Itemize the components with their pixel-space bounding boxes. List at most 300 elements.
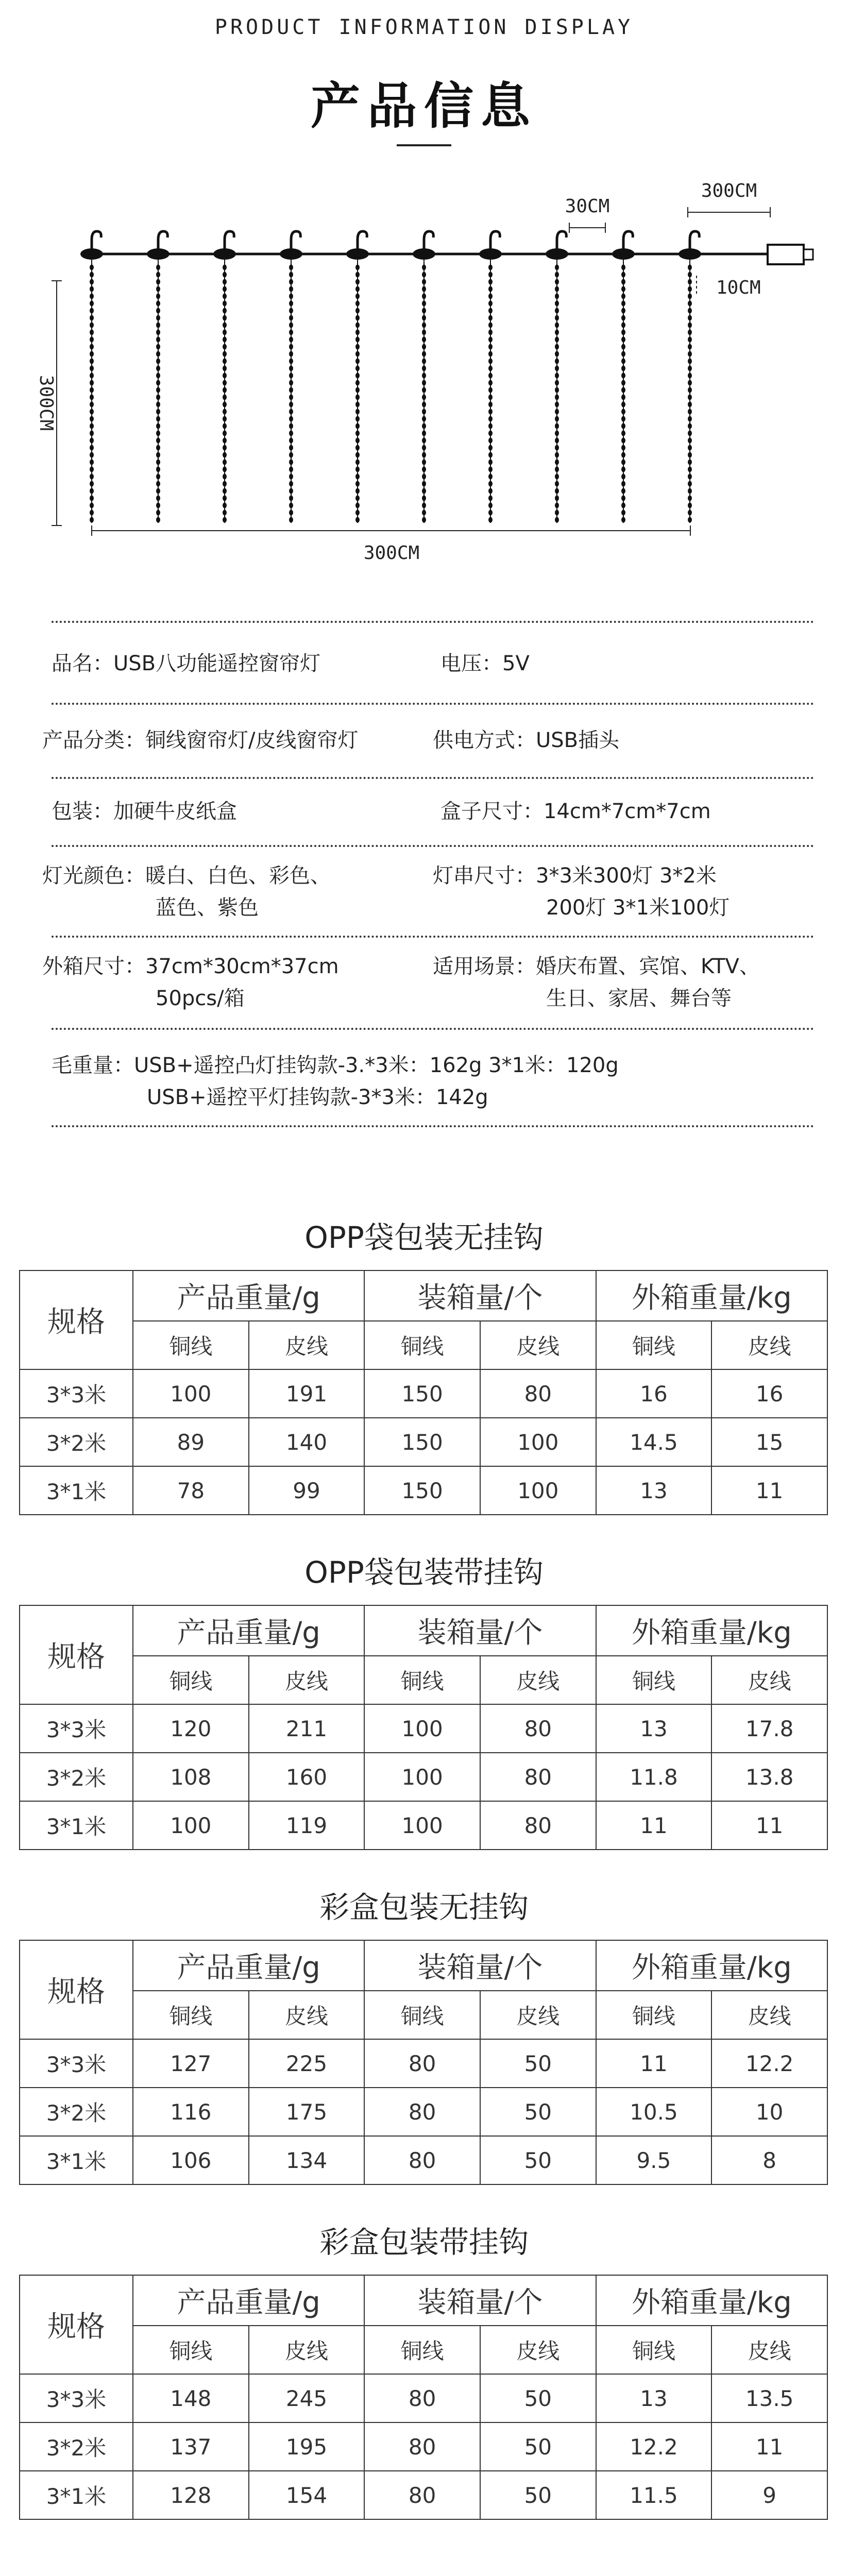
led-bead <box>488 481 493 487</box>
led-bead <box>289 460 293 465</box>
led-bead <box>488 351 493 357</box>
led-bead <box>90 359 94 364</box>
led-bead <box>688 460 692 465</box>
sub-header-leather: 皮线 <box>480 2326 596 2374</box>
spec-packing: 包装：加硬牛皮纸盒 <box>52 800 237 823</box>
led-bead <box>688 517 692 523</box>
led-bead <box>355 488 360 494</box>
led-bead <box>488 460 493 465</box>
led-bead <box>355 344 360 350</box>
hook-icon <box>158 231 167 250</box>
led-bead <box>156 272 160 278</box>
sub-header-copper: 铜线 <box>133 2326 249 2374</box>
sub-header-copper: 铜线 <box>596 2326 712 2374</box>
led-bead <box>156 323 160 328</box>
led-bead <box>223 474 227 480</box>
led-bead <box>621 402 625 408</box>
led-bead <box>90 438 94 444</box>
led-bead <box>488 488 493 494</box>
col-header-carton-weight: 外箱重量/kg <box>596 2275 827 2326</box>
led-bead <box>688 380 692 386</box>
led-bead <box>422 323 426 328</box>
led-bead <box>355 323 360 328</box>
led-bead <box>289 423 293 429</box>
led-bead <box>621 474 625 480</box>
led-bead <box>555 438 559 444</box>
packaging-table <box>19 1940 828 2185</box>
sub-header-copper: 铜线 <box>596 1656 712 1704</box>
led-bead <box>688 474 692 480</box>
led-bead <box>422 431 426 436</box>
led-bead <box>289 359 293 364</box>
led-bead <box>156 286 160 292</box>
led-bead <box>488 452 493 458</box>
led-bead <box>90 286 94 292</box>
led-bead <box>422 474 426 480</box>
led-bead <box>90 294 94 299</box>
led-bead <box>90 308 94 314</box>
led-bead <box>488 373 493 379</box>
led-bead <box>223 467 227 472</box>
led-bead <box>555 380 559 386</box>
led-bead <box>488 380 493 386</box>
led-bead <box>688 351 692 357</box>
led-bead <box>488 294 493 299</box>
led-bead <box>621 359 625 364</box>
led-bead <box>621 294 625 299</box>
led-bead <box>90 351 94 357</box>
led-bead <box>621 503 625 509</box>
sub-header-copper: 铜线 <box>596 1991 712 2039</box>
led-bead <box>621 380 625 386</box>
led-bead <box>688 445 692 451</box>
led-bead <box>90 395 94 400</box>
led-bead <box>488 315 493 321</box>
led-bead <box>223 438 227 444</box>
led-bead <box>156 467 160 472</box>
led-bead <box>156 438 160 444</box>
led-bead <box>156 337 160 343</box>
col-header-weight: 产品重量/g <box>133 1940 364 1991</box>
led-bead <box>223 351 227 357</box>
led-bead <box>555 402 559 408</box>
led-bead <box>355 409 360 415</box>
spec-row <box>42 703 814 777</box>
led-bead <box>621 488 625 494</box>
led-bead <box>555 416 559 422</box>
led-bead <box>156 402 160 408</box>
table-title: 彩盒包装带挂钩 <box>319 2225 529 2260</box>
led-bead <box>555 387 559 393</box>
led-bead <box>289 344 293 350</box>
sub-header-leather: 皮线 <box>249 1321 365 1369</box>
led-bead <box>422 488 426 494</box>
led-bead <box>621 272 625 278</box>
spec-row <box>42 845 814 936</box>
led-bead <box>688 286 692 292</box>
led-bead <box>289 301 293 307</box>
led-bead <box>355 467 360 472</box>
led-bead <box>621 351 625 357</box>
led-bead <box>355 380 360 386</box>
table-title: OPP袋包装带挂钩 <box>304 1555 544 1590</box>
led-bead <box>688 503 692 509</box>
led-bead <box>156 279 160 285</box>
led-bead <box>289 323 293 328</box>
led-bead <box>555 423 559 429</box>
led-bead <box>289 431 293 436</box>
led-bead <box>488 279 493 285</box>
led-bead <box>422 452 426 458</box>
led-bead <box>422 301 426 307</box>
light-strand <box>147 231 169 523</box>
led-bead <box>355 294 360 299</box>
spec-box-size: 盒子尺寸：14cm*7cm*7cm <box>440 800 711 823</box>
packaging-table <box>19 2275 828 2520</box>
led-bead <box>355 431 360 436</box>
table-row: 3*1米 128 154 80 50 11.5 9 <box>20 2471 827 2519</box>
led-bead <box>555 452 559 458</box>
led-bead <box>156 344 160 350</box>
light-strand <box>213 231 236 523</box>
led-bead <box>156 474 160 480</box>
table-row: 3*2米 89 140 150 100 14.5 15 <box>20 1418 827 1466</box>
led-bead <box>422 359 426 364</box>
led-bead <box>621 496 625 501</box>
table-row: 3*3米 127 225 80 50 11 12.2 <box>20 2039 827 2088</box>
led-bead <box>688 431 692 436</box>
led-bead <box>621 315 625 321</box>
col-header-spec: 规格 <box>20 1605 133 1704</box>
led-bead <box>355 359 360 364</box>
led-bead <box>422 337 426 343</box>
led-bead <box>223 423 227 429</box>
led-bead <box>688 373 692 379</box>
led-bead <box>422 467 426 472</box>
led-bead <box>688 387 692 393</box>
spec-gross-weight: 毛重量：USB+遥控凸灯挂钩款-3.*3米：162g 3*1米：120g USB+遥控平灯挂钩款-3*3米：142g <box>52 1054 619 1109</box>
led-bead <box>422 510 426 516</box>
led-bead <box>355 423 360 429</box>
led-bead <box>621 387 625 393</box>
sub-header-leather: 皮线 <box>711 1321 827 1369</box>
led-bead <box>355 315 360 321</box>
led-bead <box>355 402 360 408</box>
led-bead <box>621 431 625 436</box>
table-row: 3*2米 116 175 80 50 10.5 10 <box>20 2088 827 2136</box>
led-bead <box>289 409 293 415</box>
led-bead <box>90 387 94 393</box>
hook-icon <box>490 231 500 250</box>
sub-header-leather: 皮线 <box>480 1321 596 1369</box>
led-bead <box>223 265 227 270</box>
led-bead <box>223 402 227 408</box>
led-bead <box>621 395 625 400</box>
led-bead <box>355 286 360 292</box>
led-bead <box>488 387 493 393</box>
led-bead <box>621 265 625 270</box>
led-bead <box>289 265 293 270</box>
spec-list <box>42 621 814 1127</box>
light-strand <box>280 231 302 523</box>
led-bead <box>555 366 559 371</box>
led-bead <box>488 467 493 472</box>
led-bead <box>688 301 692 307</box>
led-bead <box>223 323 227 328</box>
led-bead <box>488 423 493 429</box>
led-bead <box>223 279 227 285</box>
led-bead <box>555 359 559 364</box>
led-bead <box>422 373 426 379</box>
led-bead <box>289 279 293 285</box>
led-bead <box>688 395 692 400</box>
led-bead <box>156 265 160 270</box>
led-bead <box>688 323 692 328</box>
led-bead <box>90 510 94 516</box>
led-bead <box>223 431 227 436</box>
led-bead <box>156 517 160 523</box>
col-header-spec: 规格 <box>20 1270 133 1369</box>
led-bead <box>156 387 160 393</box>
led-bead <box>688 488 692 494</box>
led-bead <box>621 416 625 422</box>
led-bead <box>688 359 692 364</box>
led-bead <box>289 517 293 523</box>
led-bead <box>422 409 426 415</box>
led-bead <box>223 395 227 400</box>
led-bead <box>355 337 360 343</box>
led-bead <box>156 373 160 379</box>
led-bead <box>156 431 160 436</box>
led-bead <box>223 344 227 350</box>
table-row: 3*2米 137 195 80 50 12.2 11 <box>20 2422 827 2471</box>
led-bead <box>90 423 94 429</box>
sub-header-leather: 皮线 <box>711 1991 827 2039</box>
led-bead <box>422 272 426 278</box>
width-dim-label: 300CM <box>363 543 420 564</box>
hook-icon <box>225 231 234 250</box>
led-bead <box>422 286 426 292</box>
led-bead <box>621 330 625 335</box>
led-bead <box>156 460 160 465</box>
led-bead <box>621 373 625 379</box>
led-bead <box>488 395 493 400</box>
sub-header-leather: 皮线 <box>711 1656 827 1704</box>
led-bead <box>355 330 360 335</box>
led-bead <box>156 380 160 386</box>
led-bead <box>355 460 360 465</box>
led-bead <box>621 481 625 487</box>
led-bead <box>688 308 692 314</box>
led-bead <box>555 272 559 278</box>
led-bead <box>422 351 426 357</box>
led-bead <box>223 337 227 343</box>
led-bead <box>488 344 493 350</box>
spec-name: 品名：USB八功能遥控窗帘灯 <box>52 652 321 675</box>
spec-scenes: 适用场景：婚庆布置、宾馆、KTV、 生日、家居、舞台等 <box>433 955 760 1010</box>
led-bead <box>156 488 160 494</box>
led-bead <box>289 373 293 379</box>
led-bead <box>223 387 227 393</box>
spec-light-color: 灯光颜色：暖白、白色、彩色、 蓝色、紫色 <box>42 864 331 920</box>
led-bead <box>555 488 559 494</box>
led-bead <box>289 474 293 480</box>
led-bead <box>90 496 94 501</box>
sub-header-leather: 皮线 <box>249 2326 365 2374</box>
led-bead <box>90 517 94 523</box>
led-bead <box>422 438 426 444</box>
led-bead <box>621 460 625 465</box>
led-bead <box>555 474 559 480</box>
led-bead <box>621 286 625 292</box>
spec-voltage: 电压：5V <box>440 652 530 675</box>
sub-header-leather: 皮线 <box>480 1991 596 2039</box>
title-underline <box>397 144 451 146</box>
sub-header-copper: 铜线 <box>133 1991 249 2039</box>
led-bead <box>688 467 692 472</box>
gap-dim-label: 10CM <box>716 277 761 298</box>
col-header-weight: 产品重量/g <box>133 1605 364 1656</box>
col-header-carton-weight: 外箱重量/kg <box>596 1270 827 1321</box>
led-bead <box>289 481 293 487</box>
table-title: 彩盒包装无挂钩 <box>319 1890 529 1925</box>
led-bead <box>555 351 559 357</box>
table-row: 3*2米 108 160 100 80 11.8 13.8 <box>20 1753 827 1801</box>
led-bead <box>555 286 559 292</box>
led-bead <box>555 301 559 307</box>
sub-header-copper: 铜线 <box>133 1656 249 1704</box>
spec-category: 产品分类：铜线窗帘灯/皮线窗帘灯 <box>42 728 359 752</box>
led-bead <box>90 431 94 436</box>
table-row: 3*1米 100 119 100 80 11 11 <box>20 1801 827 1850</box>
led-bead <box>422 380 426 386</box>
led-bead <box>355 517 360 523</box>
led-bead <box>488 445 493 451</box>
spec-row <box>52 621 814 703</box>
led-bead <box>555 517 559 523</box>
led-bead <box>621 366 625 371</box>
light-strand <box>413 231 435 523</box>
led-bead <box>621 423 625 429</box>
led-bead <box>355 373 360 379</box>
col-header-weight: 产品重量/g <box>133 1270 364 1321</box>
led-bead <box>488 416 493 422</box>
led-bead <box>90 481 94 487</box>
led-bead <box>422 416 426 422</box>
led-bead <box>223 481 227 487</box>
led-bead <box>156 301 160 307</box>
col-header-box-qty: 装箱量/个 <box>364 1605 596 1656</box>
led-bead <box>355 503 360 509</box>
led-bead <box>688 272 692 278</box>
col-header-spec: 规格 <box>20 2275 133 2374</box>
led-bead <box>422 423 426 429</box>
led-bead <box>223 416 227 422</box>
led-bead <box>289 308 293 314</box>
led-bead <box>688 265 692 270</box>
led-bead <box>555 330 559 335</box>
led-bead <box>223 510 227 516</box>
led-bead <box>422 366 426 371</box>
led-bead <box>488 438 493 444</box>
led-bead <box>156 481 160 487</box>
led-bead <box>555 344 559 350</box>
led-bead <box>289 438 293 444</box>
led-bead <box>355 279 360 285</box>
led-bead <box>90 265 94 270</box>
table-row: 3*3米 148 245 80 50 13 13.5 <box>20 2374 827 2422</box>
led-bead <box>621 323 625 328</box>
led-bead <box>90 279 94 285</box>
led-bead <box>621 308 625 314</box>
sub-header-leather: 皮线 <box>480 1656 596 1704</box>
led-bead <box>289 337 293 343</box>
spec-row <box>52 1028 814 1127</box>
col-header-box-qty: 装箱量/个 <box>364 1940 596 1991</box>
table-row: 3*1米 78 99 150 100 13 11 <box>20 1466 827 1515</box>
hook-icon <box>291 231 300 250</box>
led-bead <box>90 337 94 343</box>
led-bead <box>289 467 293 472</box>
led-bead <box>156 351 160 357</box>
led-bead <box>289 496 293 501</box>
led-bead <box>555 395 559 400</box>
led-bead <box>156 416 160 422</box>
led-bead <box>156 423 160 429</box>
packaging-table <box>19 1605 828 1850</box>
led-bead <box>688 366 692 371</box>
hook-icon <box>424 231 433 250</box>
led-bead <box>289 452 293 458</box>
led-bead <box>688 409 692 415</box>
light-strand <box>346 231 369 523</box>
led-bead <box>422 308 426 314</box>
led-bead <box>621 279 625 285</box>
led-bead <box>488 517 493 523</box>
led-bead <box>555 265 559 270</box>
led-bead <box>355 351 360 357</box>
led-bead <box>422 330 426 335</box>
spacing-dim-label: 30CM <box>565 196 610 217</box>
led-bead <box>688 279 692 285</box>
col-header-carton-weight: 外箱重量/kg <box>596 1605 827 1656</box>
led-bead <box>488 496 493 501</box>
led-bead <box>90 301 94 307</box>
led-bead <box>90 323 94 328</box>
led-bead <box>422 315 426 321</box>
col-header-box-qty: 装箱量/个 <box>364 2275 596 2326</box>
curtain-light-diagram <box>0 175 848 587</box>
led-bead <box>488 409 493 415</box>
packaging-table <box>19 1270 828 1515</box>
led-bead <box>555 294 559 299</box>
led-bead <box>90 445 94 451</box>
led-bead <box>90 452 94 458</box>
led-bead <box>422 402 426 408</box>
led-bead <box>355 510 360 516</box>
led-bead <box>90 460 94 465</box>
led-bead <box>223 294 227 299</box>
hook-icon <box>557 231 566 250</box>
led-bead <box>223 460 227 465</box>
led-bead <box>223 366 227 371</box>
led-bead <box>355 366 360 371</box>
led-bead <box>289 488 293 494</box>
sub-header-leather: 皮线 <box>249 1991 365 2039</box>
led-bead <box>355 445 360 451</box>
led-bead <box>688 402 692 408</box>
led-bead <box>289 330 293 335</box>
